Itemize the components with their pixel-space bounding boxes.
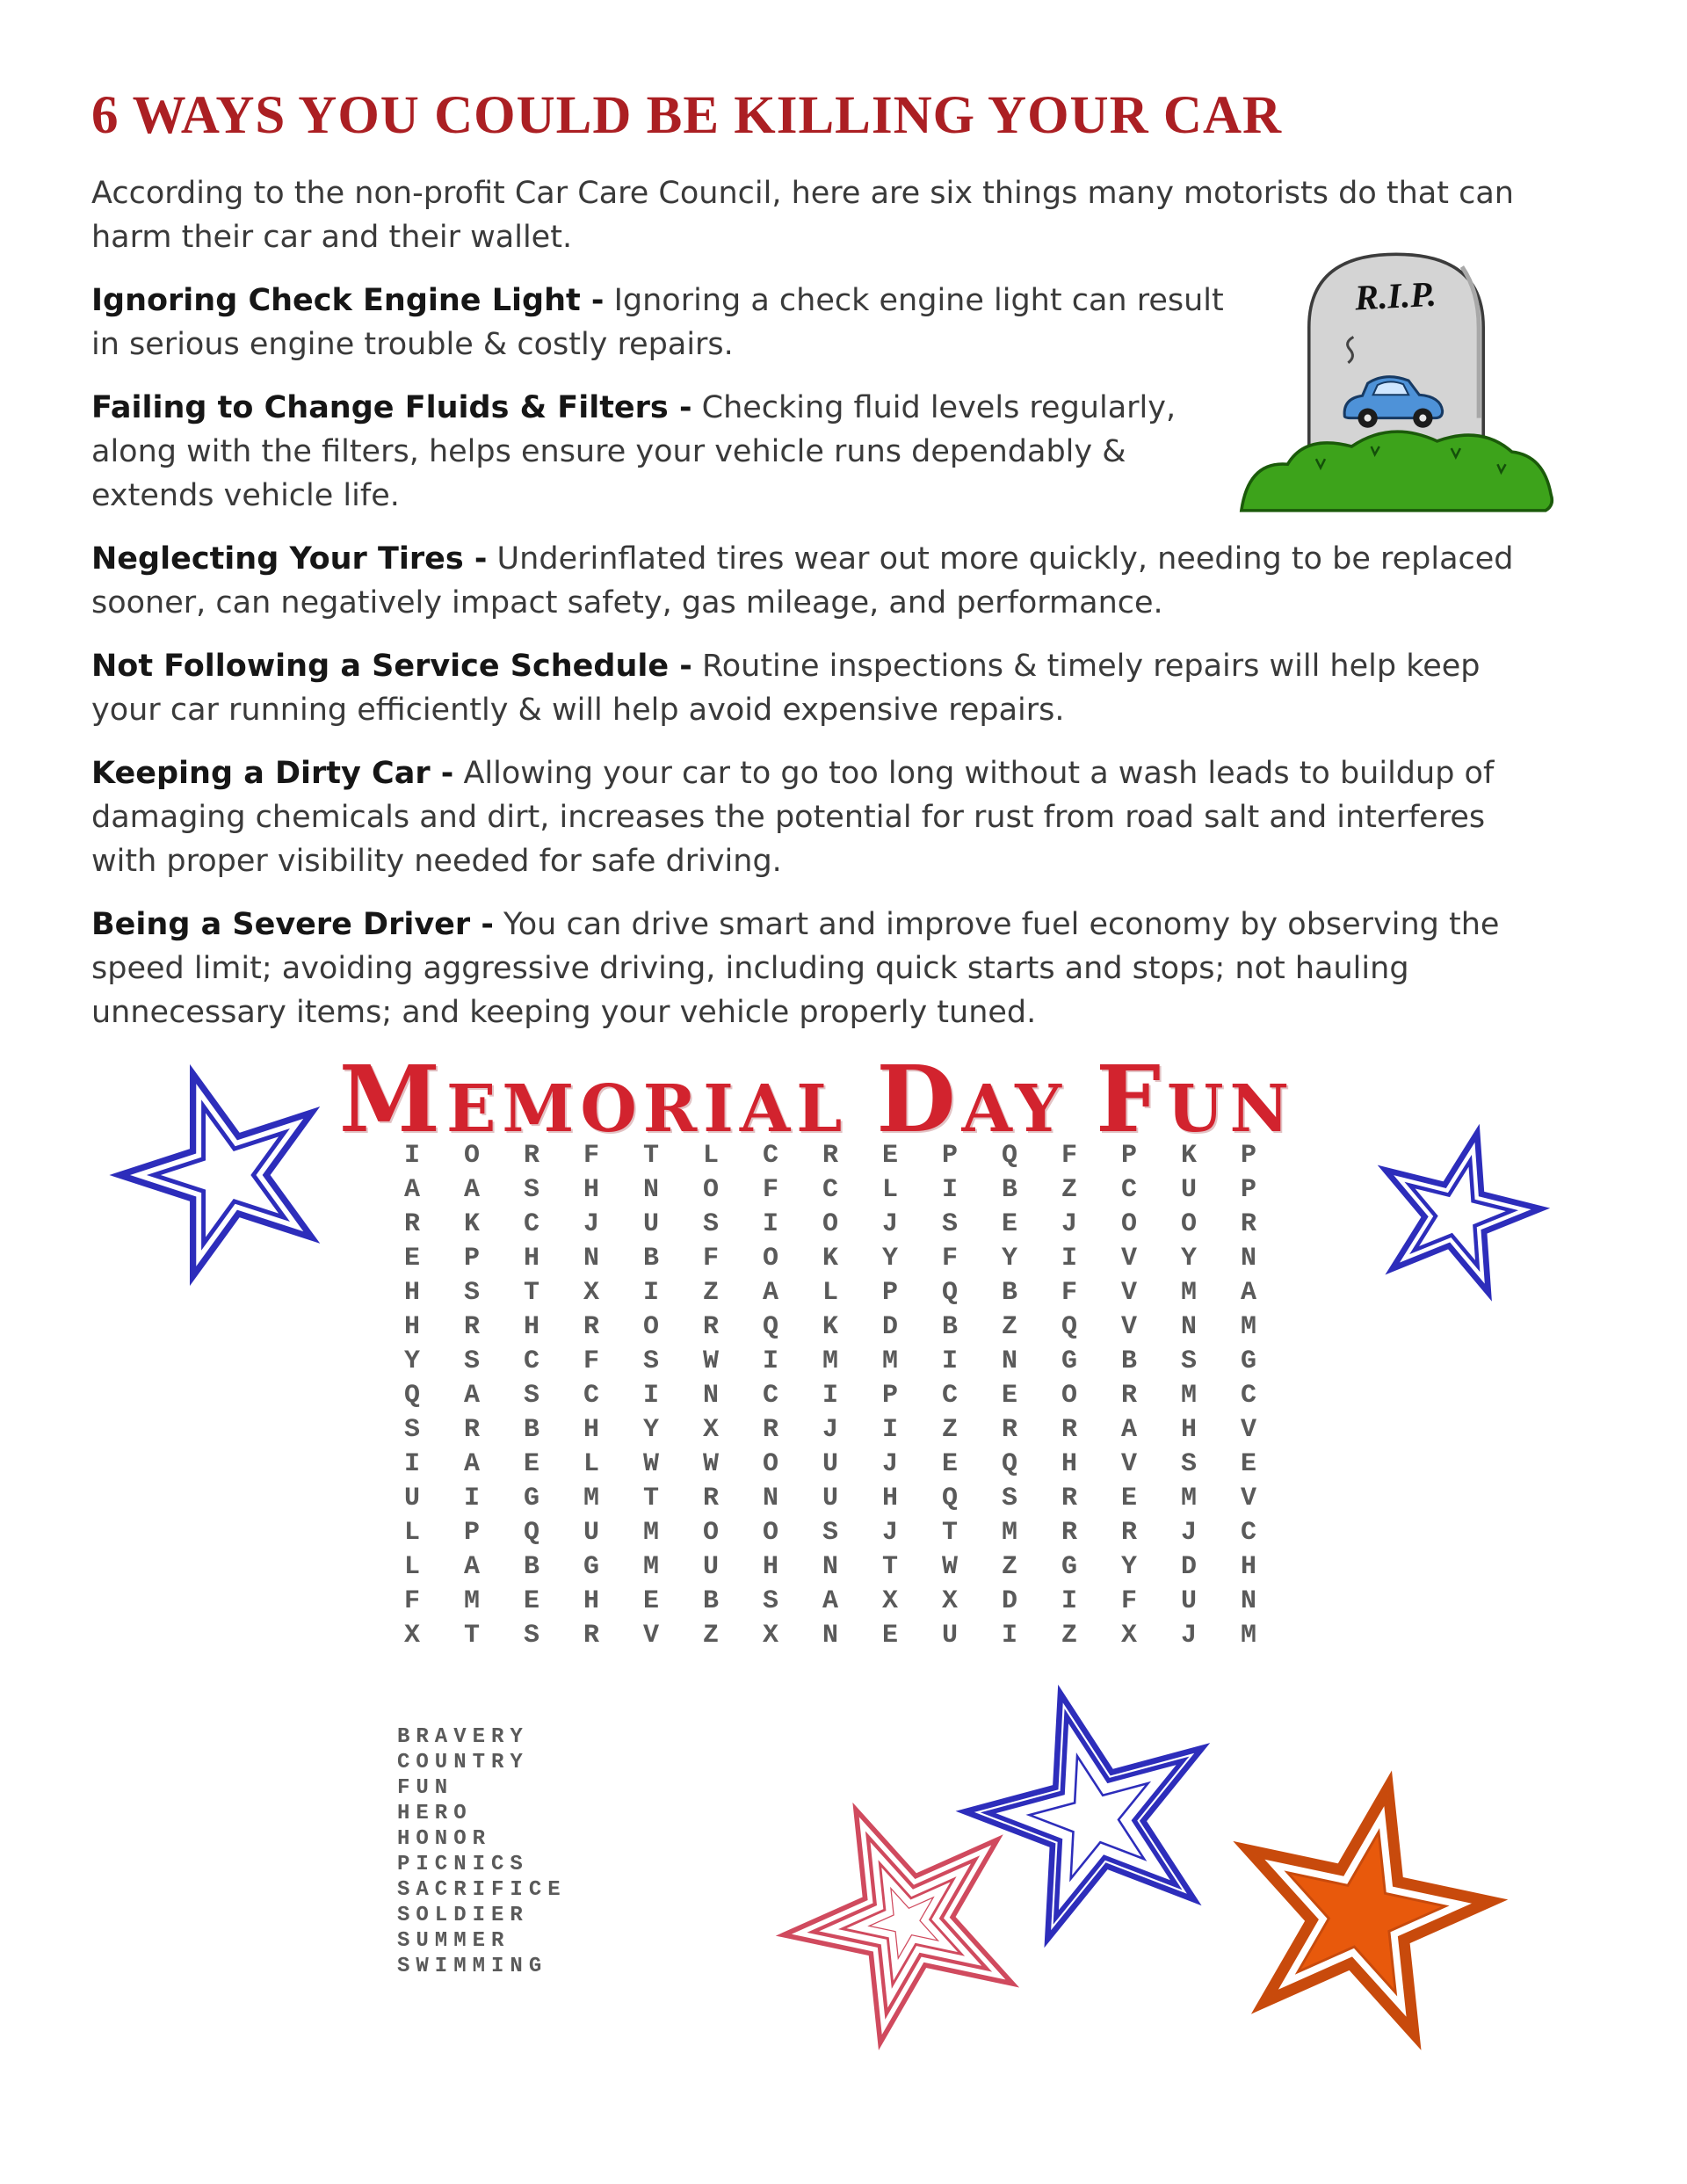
puzzle-title-word: FUN [1096,1045,1296,1153]
tip-text: Ignoring a check engine light can result in serious engine trouble & costly repairs. [91,283,1224,363]
tip-text: You can drive smart and improve fuel economy by observing the speed limit; avoiding aggressive driving, including quick starts and stops; not hauling unnecessary items; and keeping your vehicle properly tuned. [91,907,1500,1031]
word-search-row: EPHNBFOKYFYIVYN [404,1244,1301,1273]
word-search-row: IAELWWOUJEQHVSE [404,1449,1301,1479]
tip-lead: Ignoring Check Engine Light - [91,283,605,319]
word-list-item: SOLDIER [397,1904,529,1927]
word-search-row: UIGMTRNUHQSREMV [404,1484,1301,1513]
decorative-star-blue-right [1360,1118,1553,1315]
page-title: 6 WAYS YOU COULD BE KILLING YOUR CAR [91,86,1283,145]
tip-paragraph-service-schedule [91,644,1550,732]
word-search-row: QASCINCIPCEORMC [404,1381,1301,1411]
tip-lead: Not Following a Service Schedule - [91,649,692,685]
tip-paragraph-dirty-car [91,751,1550,883]
tip-lead: Being a Severe Driver - [91,907,494,943]
word-search-row: SRBHYXRJIZRRAHV [404,1415,1301,1445]
tombstone-icon [1230,231,1562,518]
star-icon [764,1781,1047,2064]
word-search-row: HSTXIZALPQBFVMA [404,1278,1301,1308]
tip-lead: Neglecting Your Tires - [91,541,488,577]
star-icon [1360,1118,1553,1311]
word-list-item: COUNTRY [397,1751,529,1774]
puzzle-title-word: MEMORIAL [338,1045,849,1153]
word-list-item: FUN [397,1776,454,1800]
word-search-row: RKCJUSIOJSEJOOR [404,1209,1301,1239]
word-list-item: PICNICS [397,1853,529,1876]
grass-icon [1242,432,1552,511]
word-search-row: LPQUMOOSJTMRRJC [404,1518,1301,1548]
word-search-row: IORFTLCREPQFPKP [404,1141,1301,1171]
word-search-row: AASHNOFCLIBZCUP [404,1175,1301,1205]
word-list-item: HERO [397,1802,473,1825]
tip-text: Routine inspections & timely repairs will help keep your car running efficiently & will help avoid expensive repairs. [91,649,1481,729]
word-list-item: HONOR [397,1827,492,1851]
tip-text: Checking fluid levels regularly, along with the filters, helps ensure your vehicle runs dependably & extends vehicle life. [91,390,1177,514]
tip-paragraph-check-engine [91,279,1234,366]
star-icon [1204,1758,1518,2072]
tip-paragraph-severe-driver [91,903,1550,1034]
tip-lead: Keeping a Dirty Car - [91,756,454,792]
tip-paragraph-fluids-filters [91,386,1234,518]
tip-lead: Failing to Change Fluids & Filters - [91,390,692,426]
word-list-item: SACRIFICE [397,1878,567,1902]
word-list-item: BRAVERY [397,1725,529,1749]
word-search-grid [404,1139,1300,1653]
word-search-row: XTSRVZXNEUIZXJM [404,1621,1301,1651]
word-search-row: YSCFSWIMMINGBSG [404,1346,1301,1376]
puzzle-title-word: DAY [876,1045,1068,1153]
word-search-word-list [397,1724,567,1979]
word-search-row: HRHRORQKDBZQVNM [404,1312,1301,1342]
tip-text: Allowing your car to go too long without a wash leads to buildup of damaging chemicals and dirt, increases the potential for rust from road salt and interferes with proper visibility needed for safe driving. [91,756,1495,880]
intro-paragraph: According to the non-profit Car Care Council, here are six things many motorists do that can harm their car and their wallet. [91,176,1514,256]
rip-label: R.I.P. [1353,273,1437,318]
word-search-row: FMEHEBSAXXDIFUN [404,1586,1301,1616]
decorative-star-orange-bottom [1204,1758,1518,2076]
tip-text: Underinflated tires wear out more quickly, needing to be replaced sooner, can negatively impact safety, gas mileage, and performance. [91,541,1514,621]
word-search-row: LABGMUHNTWZGYDH [404,1552,1301,1582]
rip-tombstone-clipart [1230,231,1562,518]
decorative-star-pink-bottom [764,1781,1047,2067]
word-list-item: SWIMMING [397,1955,548,1978]
word-list-item: SUMMER [397,1929,510,1953]
tip-paragraph-tires [91,537,1550,625]
